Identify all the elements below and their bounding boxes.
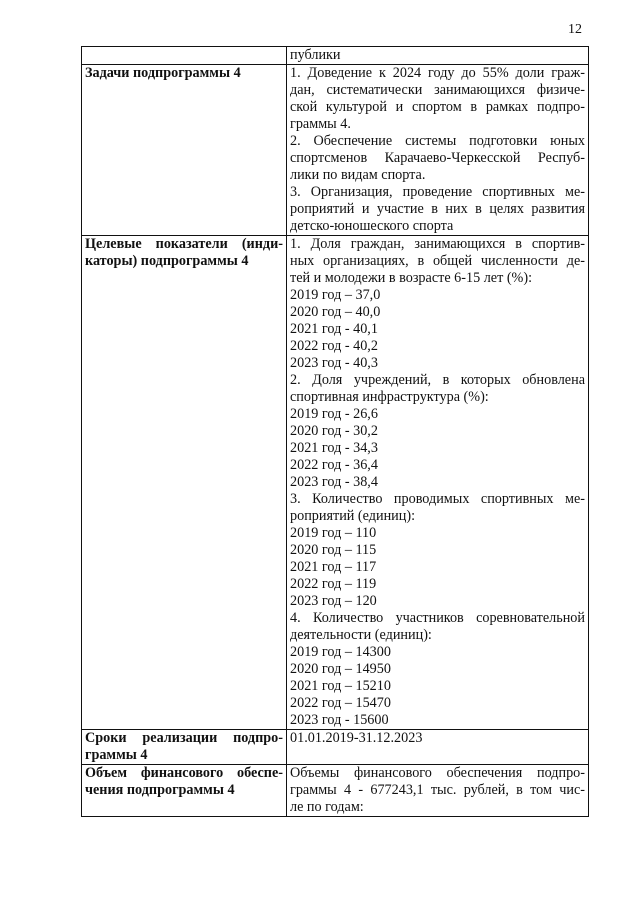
value-line: спортсменов Карачаево-Черкесской Респуб- xyxy=(290,150,585,166)
value-line: роприятий и участие в них в целях развития xyxy=(290,201,585,217)
row-label-cell xyxy=(82,47,287,65)
page-number: 12 xyxy=(568,22,582,37)
value-line: 2019 год – 110 xyxy=(290,525,377,541)
row-label-cell xyxy=(82,236,287,730)
value-line: 1. Доведение к 2024 году до 55% доли граж- xyxy=(290,65,585,81)
label-line: каторы) подпрограммы 4 xyxy=(85,253,249,269)
value-line: 2020 год – 14950 xyxy=(290,661,391,677)
tasks-row xyxy=(82,65,589,236)
label-line: Объем финансового обеспе- xyxy=(85,765,283,781)
row-value-cell xyxy=(287,730,589,765)
value-line: 2021 год - 34,3 xyxy=(290,440,378,456)
value-line: 2019 год - 26,6 xyxy=(290,406,378,422)
value-line: 2023 год - 38,4 xyxy=(290,474,378,490)
row-value-cell xyxy=(287,47,589,65)
value-line: 2022 год - 36,4 xyxy=(290,457,378,473)
value-line: 2021 год - 40,1 xyxy=(290,321,378,337)
value-line: публики xyxy=(290,47,341,63)
value-line: роприятий (единиц): xyxy=(290,508,416,524)
row-label-cell xyxy=(82,730,287,765)
value-line: детско-юношеского спорта xyxy=(290,218,454,234)
row-value-cell xyxy=(287,765,589,817)
value-line: спортивная инфраструктура (%): xyxy=(290,389,489,405)
value-line: Объемы финансового обеспечения подпро- xyxy=(290,765,585,781)
value-line: 2020 год - 30,2 xyxy=(290,423,378,439)
continuation-row xyxy=(82,47,589,65)
row-label-cell xyxy=(82,765,287,817)
value-line: 3. Организация, проведение спортивных ме- xyxy=(290,184,585,200)
value-line: деятельности (единиц): xyxy=(290,627,432,643)
value-line: 2023 год - 15600 xyxy=(290,712,389,728)
row-value-cell xyxy=(287,65,589,236)
label-line: граммы 4 xyxy=(85,747,148,763)
value-line: 2022 год – 119 xyxy=(290,576,377,592)
value-line: 2020 год – 40,0 xyxy=(290,304,381,320)
value-line: 2021 год – 15210 xyxy=(290,678,391,694)
label-line: Целевые показатели (инди- xyxy=(85,236,283,252)
row-label-cell xyxy=(82,65,287,236)
value-line: 1. Доля граждан, занимающихся в спортив- xyxy=(290,236,585,252)
value-line: 2. Доля учреждений, в которых обновлена xyxy=(290,372,585,388)
value-line: граммы 4. xyxy=(290,116,351,132)
label-line: чения подпрограммы 4 xyxy=(85,782,235,798)
indicators-row xyxy=(82,236,589,730)
row-value-cell xyxy=(287,236,589,730)
value-line: 01.01.2019-31.12.2023 xyxy=(290,730,423,746)
value-line: ской культурой и спортом в рамках подпро- xyxy=(290,99,585,115)
value-line: ле по годам: xyxy=(290,799,364,815)
value-line: 2022 год - 40,2 xyxy=(290,338,378,354)
value-line: граммы 4 - 677243,1 тыс. рублей, в том чис- xyxy=(290,782,585,798)
value-line: 2023 год – 120 xyxy=(290,593,377,609)
value-line: лики по видам спорта. xyxy=(290,167,426,183)
value-line: 2. Обеспечение системы подготовки юных xyxy=(290,133,585,149)
label-line: Задачи подпрограммы 4 xyxy=(85,65,241,81)
value-line: 4. Количество участников соревновательной xyxy=(290,610,585,626)
funding-row xyxy=(82,765,589,817)
value-line: 2019 год – 37,0 xyxy=(290,287,381,303)
value-line: 2022 год – 15470 xyxy=(290,695,391,711)
label-line: Сроки реализации подпро- xyxy=(85,730,283,746)
value-line: 2019 год – 14300 xyxy=(290,644,391,660)
timeline-row xyxy=(82,730,589,765)
value-line: ных организациях, в общей численности де- xyxy=(290,253,585,269)
value-line: 2020 год – 115 xyxy=(290,542,377,558)
value-line: дан, систематически занимающихся физиче- xyxy=(290,82,585,98)
subprogram-passport-table xyxy=(81,46,589,817)
value-line: тей и молодежи в возрасте 6-15 лет (%): xyxy=(290,270,533,286)
value-line: 3. Количество проводимых спортивных ме- xyxy=(290,491,585,507)
value-line: 2021 год – 117 xyxy=(290,559,377,575)
value-line: 2023 год - 40,3 xyxy=(290,355,378,371)
